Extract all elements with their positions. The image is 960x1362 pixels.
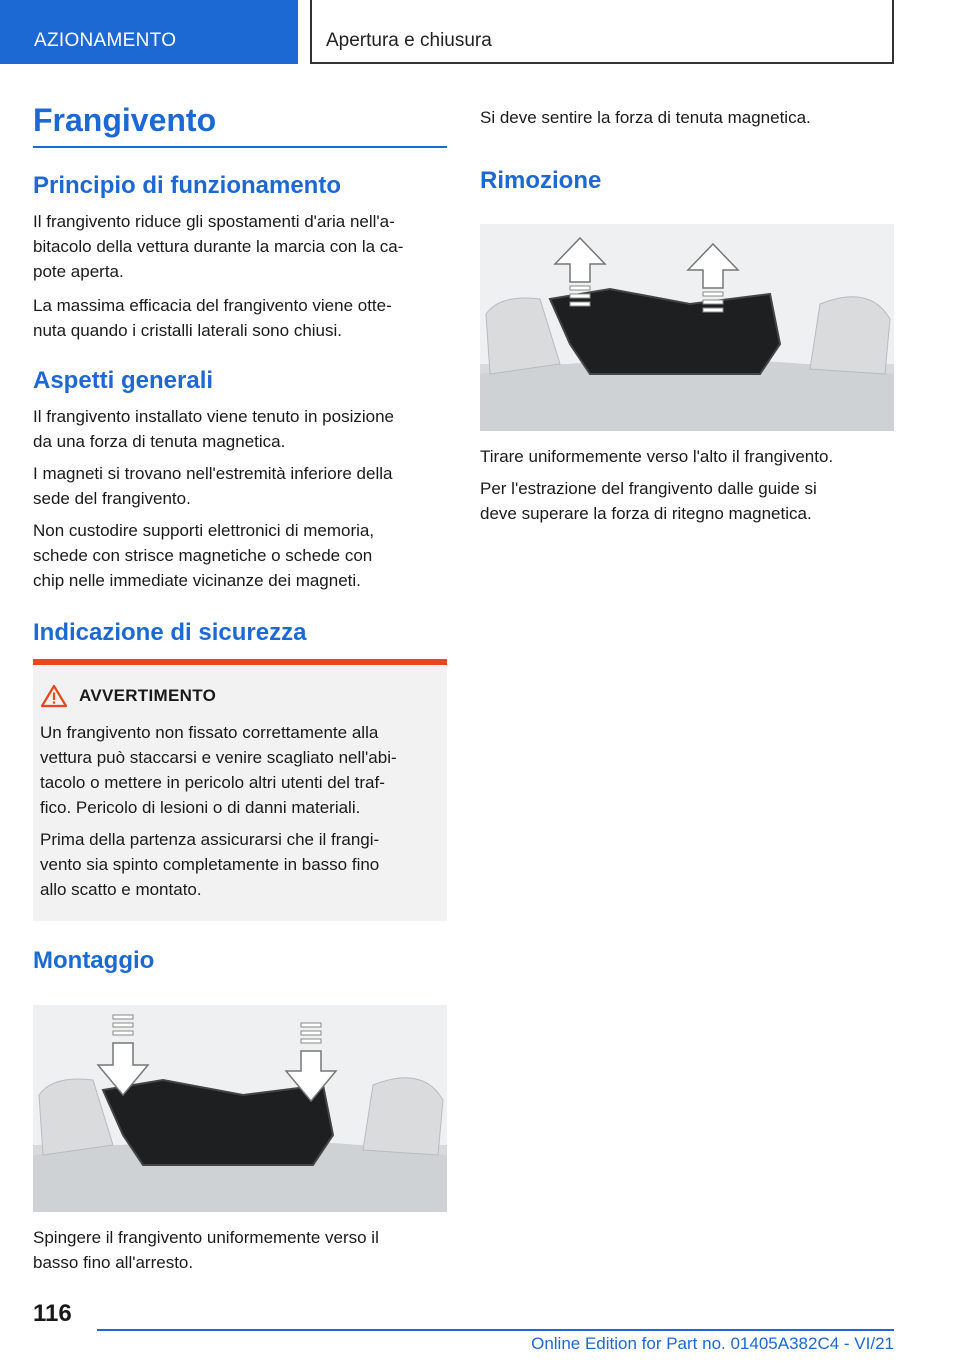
principio-paragraph-1: Il frangivento riduce gli spostamenti d'aria nell'a- bitacolo della vettura durante la marcia con la ca- pote aperta. xyxy=(33,212,404,281)
right-intro: Si deve sentire la forza di tenuta magnetica. xyxy=(480,108,811,127)
warning-triangle-icon xyxy=(40,684,68,708)
section-tab: AZIONAMENTO xyxy=(0,0,298,64)
aspetti-paragraph-2: I magneti si trovano nell'estremità inferiore della sede del frangivento. xyxy=(33,464,393,508)
footer-rule xyxy=(97,1329,894,1331)
rimozione-caption-2: Per l'estrazione del frangivento dalle guide si deve superare la forza di ritegno magnetica. xyxy=(480,479,817,523)
heading-sicurezza: Indicazione di sicurezza xyxy=(33,619,307,646)
warning-paragraph-2: Prima della partenza assicurarsi che il frangi- vento sia spinto completamente in basso fino allo scatto e montato. xyxy=(40,830,380,899)
page-title: Frangivento xyxy=(33,102,217,138)
warning-title: AVVERTIMENTO xyxy=(79,686,217,705)
warning-paragraph-1: Un frangivento non fissato correttamente alla vettura può staccarsi e venire scagliato nell'abi- tacolo o mettere in pericolo altri utenti del traf- fico. Pericolo di lesioni o di danni materiali. xyxy=(40,723,397,817)
aspetti-paragraph-1: Il frangivento installato viene tenuto in posizione da una forza di tenuta magnetica. xyxy=(33,407,395,451)
page-number: 116 xyxy=(33,1300,72,1327)
chapter-tab: Apertura e chiusura xyxy=(310,0,894,64)
heading-principio: Principio di funzionamento xyxy=(33,172,341,199)
principio-paragraph-2: La massima efficacia del frangivento viene otte- nuta quando i cristalli laterali sono chiusi. xyxy=(33,296,392,340)
heading-montaggio: Montaggio xyxy=(33,947,155,974)
rimozione-caption-1: Tirare uniformemente verso l'alto il frangivento. xyxy=(480,447,834,466)
montaggio-figure xyxy=(33,1005,447,1212)
heading-rimozione: Rimozione xyxy=(480,167,602,194)
title-rule xyxy=(33,146,447,148)
edition-note: Online Edition for Part no. 01405A382C4 - VI/21 xyxy=(531,1334,894,1353)
rimozione-figure xyxy=(480,224,894,431)
aspetti-paragraph-3: Non custodire supporti elettronici di memoria, schede con strisce magnetiche o schede con chip nelle immediate vicinanze dei magneti. xyxy=(33,521,375,590)
heading-aspetti: Aspetti generali xyxy=(33,367,214,394)
montaggio-caption: Spingere il frangivento uniformemente verso il basso fino all'arresto. xyxy=(33,1228,379,1272)
